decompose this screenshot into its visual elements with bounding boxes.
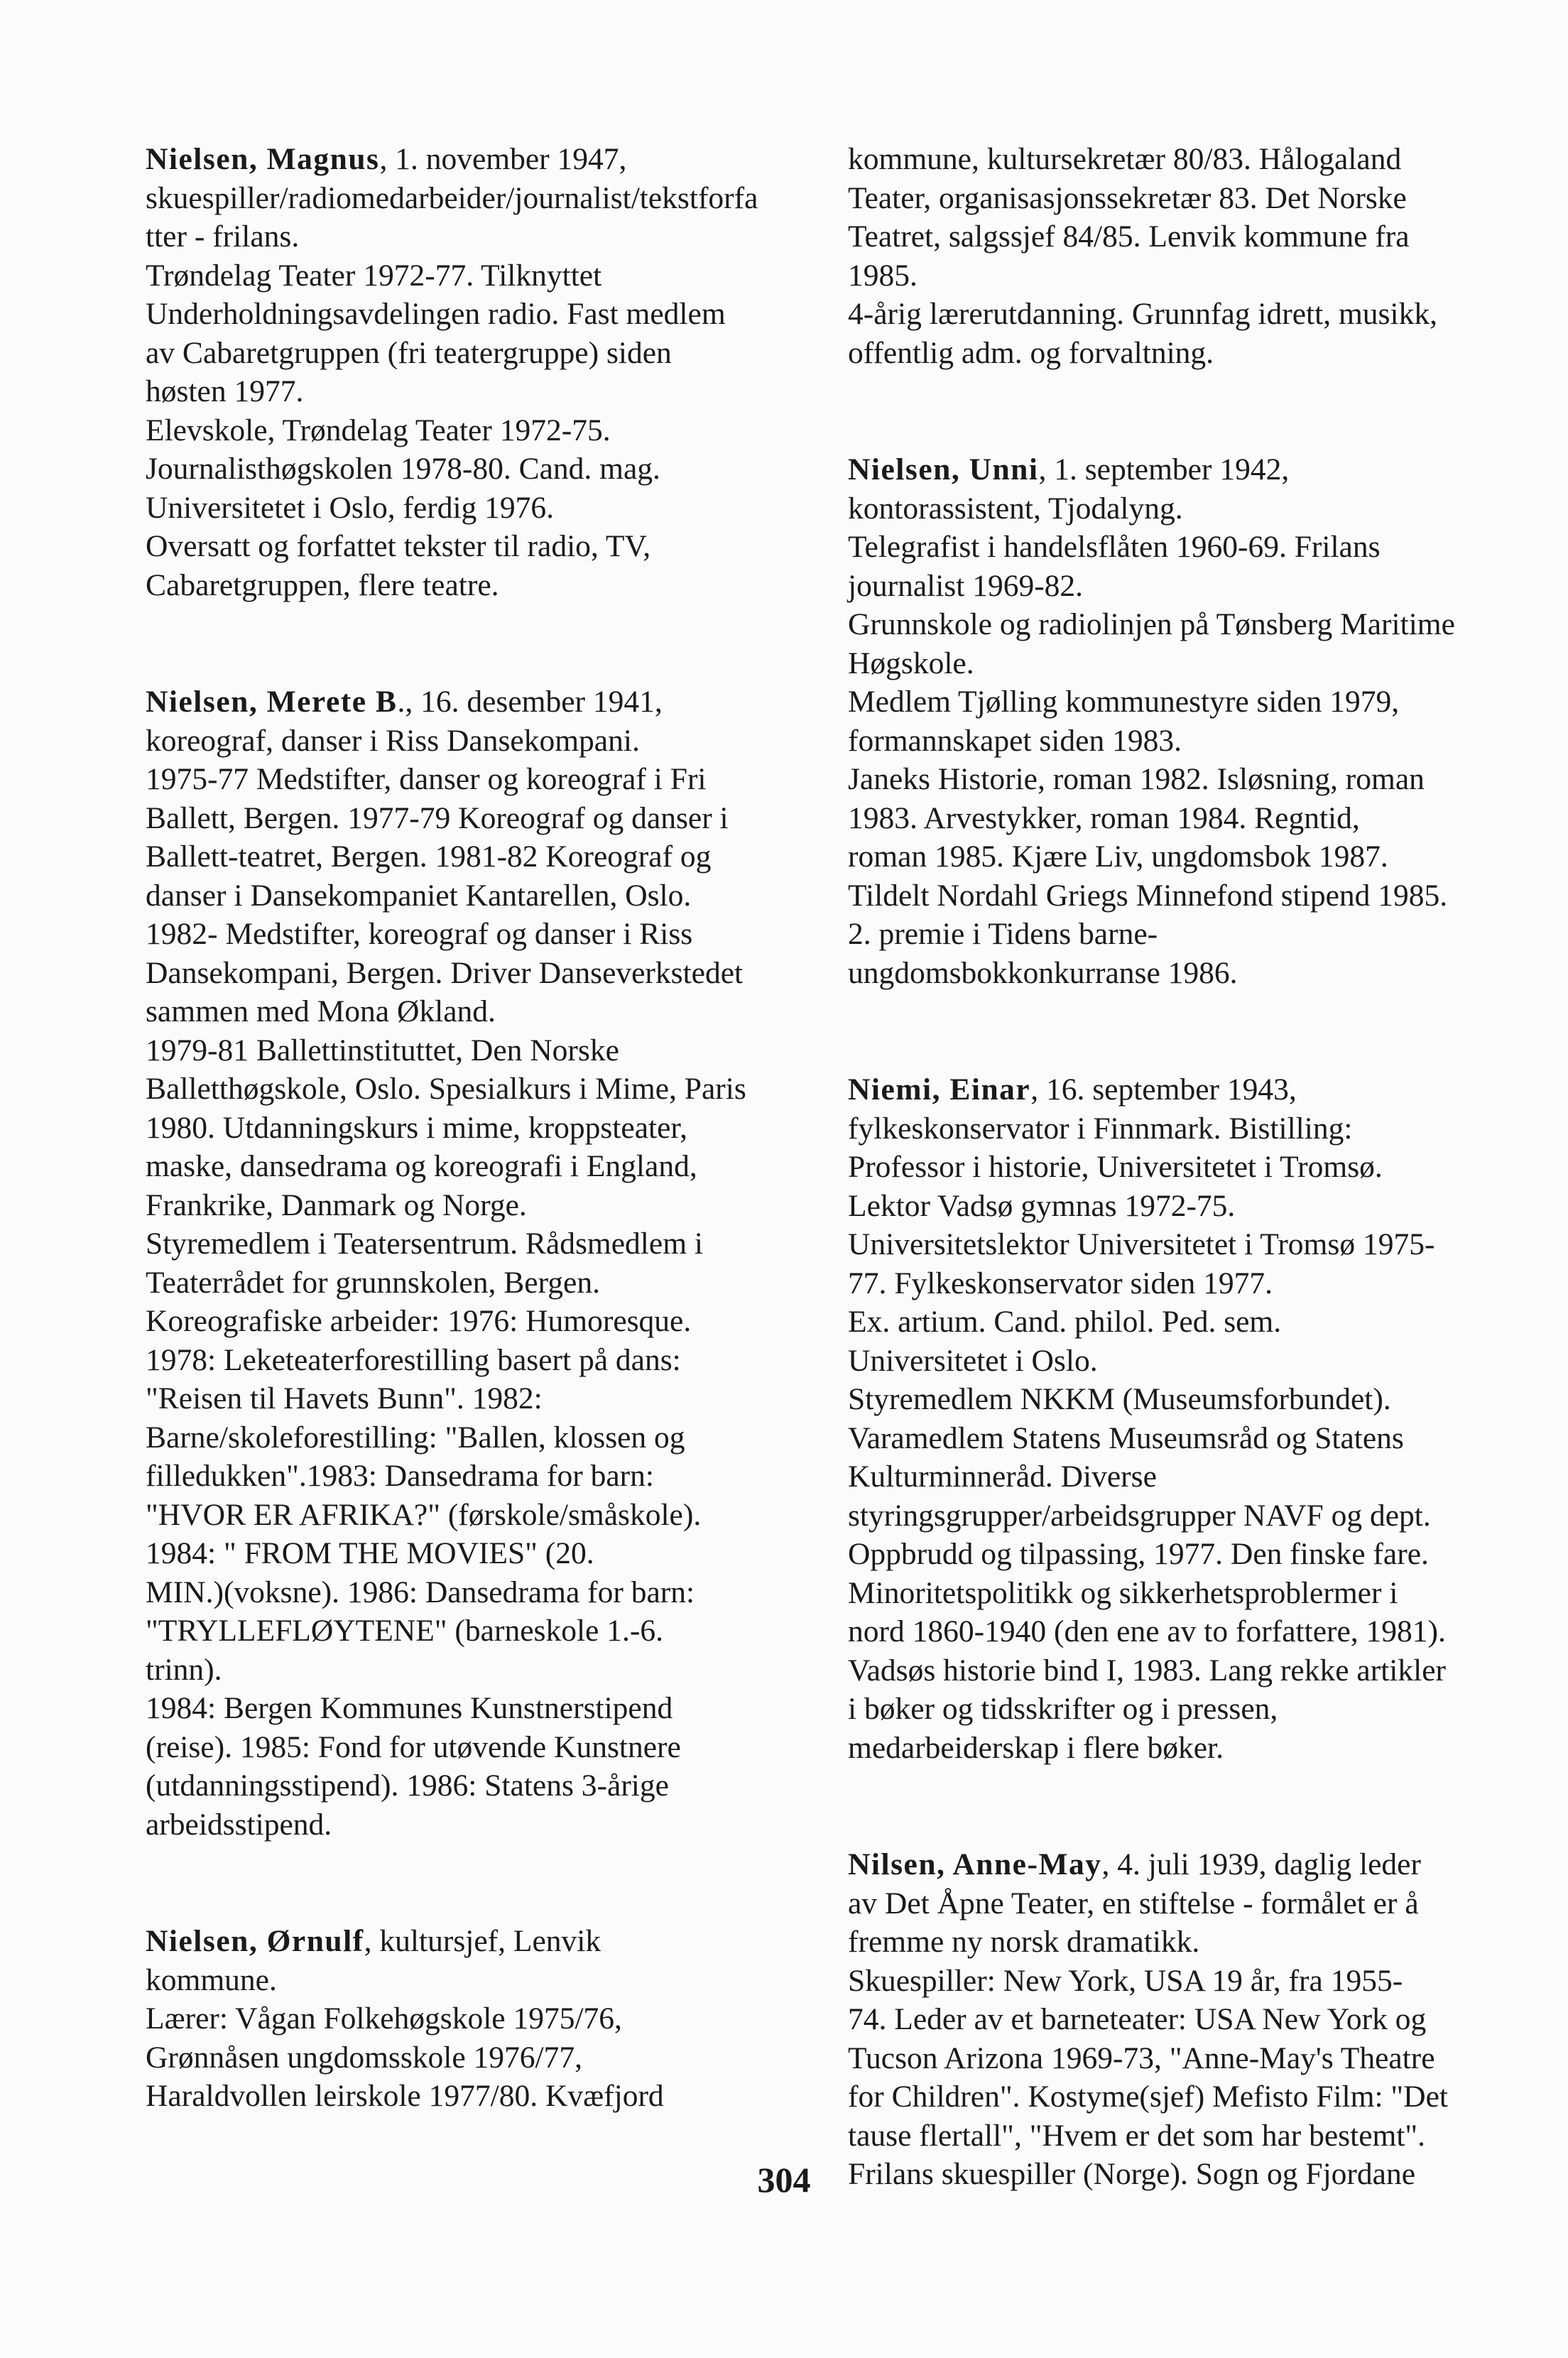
entry-line: ., 16. desember 1941, [397,685,663,719]
entry-line: Barne/skoleforestilling: "Ballen, klossen og [146,1420,685,1455]
entry-nielsen-unni [848,450,1508,992]
entry-line: "TRYLLEFLØYTENE" (barneskole 1.-6. [146,1614,663,1648]
entry-line: Oversatt og forfattet tekster til radio, TV, [146,529,651,563]
entry-line: høsten 1977. [146,374,304,408]
entry-line: , 1. november 1947, [379,142,627,176]
entry-line: trinn). [146,1652,222,1687]
entry-first-line [146,140,813,179]
entry-line: Balletthøgskole, Oslo. Spesialkurs i Mime, Paris [146,1072,746,1106]
entry-first-line [848,1070,1508,1109]
entry-line: Koreografiske arbeider: 1976: Humoresque. [146,1304,692,1338]
entry-line: maske, dansedrama og koreografi i England, [146,1149,697,1183]
entry-line: Janeks Historie, roman 1982. Isløsning, roman [848,762,1425,796]
entry-line: Lektor Vadsø gymnas 1972-75. [848,1188,1236,1223]
left-column [146,140,813,2194]
entry-line: Tildelt Nordahl Griegs Minnefond stipend 1985. [848,878,1448,913]
entry-line: 74. Leder av et barneteater: USA New York og [848,2002,1427,2036]
entry-line: Journalisthøgskolen 1978-80. Cand. mag. [146,452,660,486]
entry-line: Telegrafist i handelsflåten 1960-69. Frilans [848,530,1381,564]
entry-line: Universitetet i Oslo, ferdig 1976. [146,490,555,525]
entry-line: arbeidsstipend. [146,1807,332,1842]
entry-line: 1985. [848,258,918,293]
entry-line: fylkeskonservator i Finnmark. Bistilling: [848,1111,1353,1146]
entry-line: nord 1860-1940 (den ene av to forfattere, 1981). [848,1614,1446,1648]
entry-line: , 1. september 1942, [1038,452,1290,487]
entry-line: Grunnskole og radiolinjen på Tønsberg Maritime [848,607,1455,641]
entry-name: Nielsen, Merete B [146,685,398,719]
right-column [848,140,1508,2272]
entry-line: , 4. juli 1939, daglig leder [1101,1847,1421,1881]
entry-name: Nilsen, Anne-May [848,1847,1102,1881]
entry-name: Niemi, Einar [848,1072,1031,1107]
entry-name: Nielsen, Unni [848,452,1039,487]
entry-line: tter - frilans. [146,219,300,254]
entry-line: av Det Åpne Teater, en stiftelse - formålet er å [848,1886,1419,1920]
entry-line: koreograf, danser i Riss Dansekompani. [146,723,640,758]
entry-line: 1980. Utdanningskurs i mime, kroppsteater, [146,1110,688,1145]
entry-line: kommune. [146,1962,277,1997]
entry-nielsen-ornulf [146,1922,813,2116]
entry-line: fremme ny norsk dramatikk. [848,1925,1200,1959]
entry-line: Høgskole. [848,646,974,680]
entry-line: Ballett-teatret, Bergen. 1981-82 Koreograf og [146,840,712,874]
entry-line: Ballett, Bergen. 1977-79 Koreograf og danser i [146,800,729,835]
entry-line: 1982- Medstifter, koreograf og danser i Riss [146,917,693,951]
entry-line: Teaterrådet for grunnskolen, Bergen. [146,1265,600,1300]
entry-line: av Cabaretgruppen (fri teatergruppe) siden [146,335,672,370]
entry-line: "HVOR ER AFRIKA?" (førskole/småskole). [146,1497,702,1532]
entry-first-line [146,683,813,722]
entry-line: 1979-81 Ballettinstituttet, Den Norske [146,1033,619,1067]
entry-line: medarbeiderskap i flere bøker. [848,1730,1224,1765]
entry-line: Grønnåsen ungdomsskole 1976/77, [146,2040,582,2075]
entry-continued-ornulf [848,140,1508,372]
entry-line: "Reisen til Havets Bunn". 1982: [146,1381,543,1416]
entry-line: 1978: Leketeaterforestilling basert på dans: [146,1342,681,1377]
entry-line: Varamedlem Statens Museumsråd og Statens [848,1420,1404,1455]
entry-line: formannskapet siden 1983. [848,723,1182,758]
entry-line: sammen med Mona Økland. [146,994,496,1028]
entry-line: MIN.)(voksne). 1986: Dansedrama for barn: [146,1575,695,1609]
entry-line: roman 1985. Kjære Liv, ungdomsbok 1987. [848,840,1388,874]
entry-nielsen-magnus [146,140,813,604]
entry-line: Cabaretgruppen, flere teatre. [146,567,499,602]
entry-line: Skuespiller: New York, USA 19 år, fra 1955- [848,1963,1403,1998]
entry-line: 1975-77 Medstifter, danser og koreograf i Fri [146,762,707,796]
entry-line: offentlig adm. og forvaltning. [848,335,1214,370]
entry-line: 1983. Arvestykker, roman 1984. Regntid, [848,800,1360,835]
entry-niemi-einar [848,1070,1508,1767]
entry-nilsen-anne-may [848,1845,1508,2194]
entry-line: , kultursjef, Lenvik [364,1924,601,1958]
entry-line: i bøker og tidsskrifter og i pressen, [848,1692,1278,1726]
entry-line: Elevskole, Trøndelag Teater 1972-75. [146,413,611,447]
entry-line: tause flertall", "Hvem er det som har bestemt". [848,2118,1426,2153]
entry-line: Kulturminneråd. Diverse [848,1460,1157,1494]
entry-line: Teater, organisasjonssekretær 83. Det Norske [848,180,1407,215]
entry-line: Frankrike, Danmark og Norge. [146,1188,527,1222]
entry-line: Frilans skuespiller (Norge). Sogn og Fjordane [848,2157,1416,2191]
entry-line: Medlem Tjølling kommunestyre siden 1979, [848,685,1400,719]
entry-line: kontorassistent, Tjodalyng. [848,491,1183,526]
entry-line: Styremedlem NKKM (Museumsforbundet). [848,1382,1391,1416]
entry-line: styringsgrupper/arbeidsgrupper NAVF og dept. [848,1498,1431,1533]
entry-line: Ex. artium. Cand. philol. Ped. sem. [848,1305,1282,1339]
entry-line: journalist 1969-82. [848,568,1084,603]
page-number: 304 [757,2160,811,2200]
entry-line: Oppbrudd og tilpassing, 1977. Den finske fare. [848,1537,1429,1571]
entry-line: Lærer: Vågan Folkehøgskole 1975/76, [146,2001,622,2036]
entry-line: , 16. september 1943, [1030,1072,1297,1107]
entry-line: Minoritetspolitikk og sikkerhetsproblermer i [848,1575,1398,1610]
entry-line: skuespiller/radiomedarbeider/journalist/tekstforfa [146,180,758,215]
entry-line: 1984: " FROM THE MOVIES" (20. [146,1536,594,1570]
entry-line: (reise). 1985: Fond for utøvende Kunstnere [146,1729,681,1764]
entry-line: Professor i historie, Universitetet i Tromsø. [848,1150,1383,1184]
entry-line: 4-årig lærerutdanning. Grunnfag idrett, musikk, [848,297,1437,331]
entry-line: Underholdningsavdelingen radio. Fast medlem [146,297,726,331]
entry-line: 77. Fylkeskonservator siden 1977. [848,1266,1273,1300]
entry-line: ungdomsbokkonkurranse 1986. [848,955,1238,990]
entry-line: kommune, kultursekretær 80/83. Hålogaland [848,142,1402,176]
entry-line: 2. premie i Tidens barne- [848,917,1158,951]
entry-line: filledukken".1983: Dansedrama for barn: [146,1459,654,1493]
entry-first-line [146,1922,813,1961]
entry-line: 1984: Bergen Kommunes Kunstnerstipend [146,1691,673,1725]
entry-line: Vadsøs historie bind I, 1983. Lang rekke artikler [848,1653,1447,1688]
entry-first-line [848,450,1508,489]
entry-line: Styremedlem i Teatersentrum. Rådsmedlem i [146,1227,703,1261]
entry-line: Teatret, salgssjef 84/85. Lenvik kommune fra [848,219,1410,254]
entry-line: danser i Dansekompaniet Kantarellen, Oslo. [146,878,692,913]
entry-line: (utdanningsstipend). 1986: Statens 3-årige [146,1768,669,1803]
entry-line: for Children". Kostyme(sjef) Mefisto Film: "Det [848,2080,1448,2114]
entry-line: Dansekompani, Bergen. Driver Danseverkstedet [146,955,744,990]
entry-line: Universitetslektor Universitetet i Tromsø 1975- [848,1227,1435,1261]
entry-name: Nielsen, Ørnulf [146,1924,364,1958]
entry-line: Trøndelag Teater 1972-77. Tilknyttet [146,258,602,293]
entry-first-line [848,1845,1508,1884]
entry-line: Universitetet i Oslo. [848,1343,1098,1378]
entry-line: Haraldvollen leirskole 1977/80. Kvæfjord [146,2079,664,2113]
entry-nielsen-merete [146,683,813,1844]
entry-name: Nielsen, Magnus [146,142,380,176]
entry-line: Tucson Arizona 1969-73, "Anne-May's Theatre [848,2041,1435,2075]
